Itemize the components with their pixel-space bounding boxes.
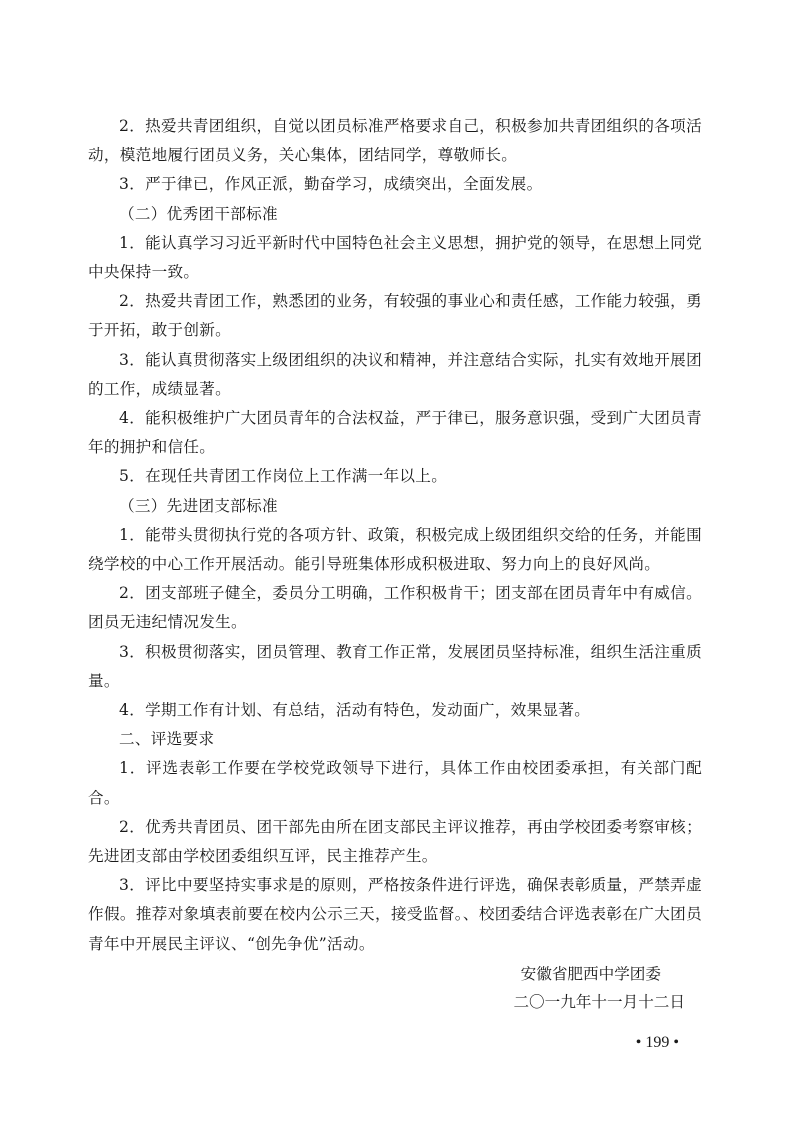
- paragraph: 2．热爱共青团工作，熟悉团的业务，有较强的事业心和责任感，工作能力较强，勇于开拓，敢于创新。: [88, 292, 702, 340]
- paragraph: 3．严于律已，作风正派，勤奋学习，成绩突出，全面发展。: [119, 175, 543, 194]
- paragraph: 1．能认真学习习近平新时代中国特色社会主义思想，拥护党的领导，在思想上同党中央保持一致。: [88, 233, 702, 282]
- paragraph: 2．团支部班子健全，委员分工明确，工作积极肯干；团支部在团员青年中有威信。团员无违纪情况发生。: [88, 584, 702, 632]
- document-body: [88, 112, 702, 959]
- section-heading: （三）先进团支部标准: [119, 496, 278, 515]
- paragraph: 3．能认真贯彻落实上级团组织的决议和精神，并注意结合实际，扎实有效地开展团的工作，成绩显著。: [88, 350, 702, 398]
- page-number: • 199 •: [635, 1034, 679, 1051]
- signature-organization: 安徽省肥西中学团委: [520, 965, 661, 983]
- paragraph: 1．评选表彰工作要在学校党政领导下进行，具体工作由校团委承担，有关部门配合。: [88, 759, 702, 807]
- paragraph: 5．在现任共青团工作岗位上工作满一年以上。: [119, 467, 448, 486]
- section-heading: 二、评选要求: [119, 730, 215, 749]
- signature-block: [513, 960, 685, 1016]
- section-heading: （二）优秀团干部标准: [119, 204, 278, 223]
- paragraph: 4．学期工作有计划、有总结，活动有特色，发动面广，效果显著。: [119, 701, 591, 720]
- paragraph: 2．优秀共青团员、团干部先由所在团支部民主评议推荐，再由学校团委考察审核；先进团支部由学校团委组织互评，民主推荐产生。: [88, 817, 702, 866]
- signature-date: 二〇一九年十一月十二日: [513, 993, 685, 1011]
- paragraph: 4．能积极维护广大团员青年的合法权益，严于律已，服务意识强，受到广大团员青年的拥护和信任。: [88, 409, 702, 457]
- paragraph: 3．评比中要坚持实事求是的原则，严格按条件进行评选，确保表彰质量，严禁弄虚作假。推荐对象填表前要在校内公示三天，接受监督。、校团委结合评选表彰在广大团员青年中开展民主评议、“创先争优”活动。: [88, 876, 702, 953]
- paragraph: 2．热爱共青团组织，自觉以团员标准严格要求自己，积极参加共青团组织的各项活动，模范地履行团员义务，关心集体，团结同学，尊敬师长。: [88, 117, 702, 165]
- paragraph: 1．能带头贯彻执行党的各项方针、政策，积极完成上级团组织交给的任务，并能围绕学校的中心工作开展活动。能引导班集体形成积极进取、努力向上的良好风尚。: [88, 525, 702, 574]
- paragraph: 3．积极贯彻落实，团员管理、教育工作正常，发展团员坚持标准，组织生活注重质量。: [88, 642, 702, 690]
